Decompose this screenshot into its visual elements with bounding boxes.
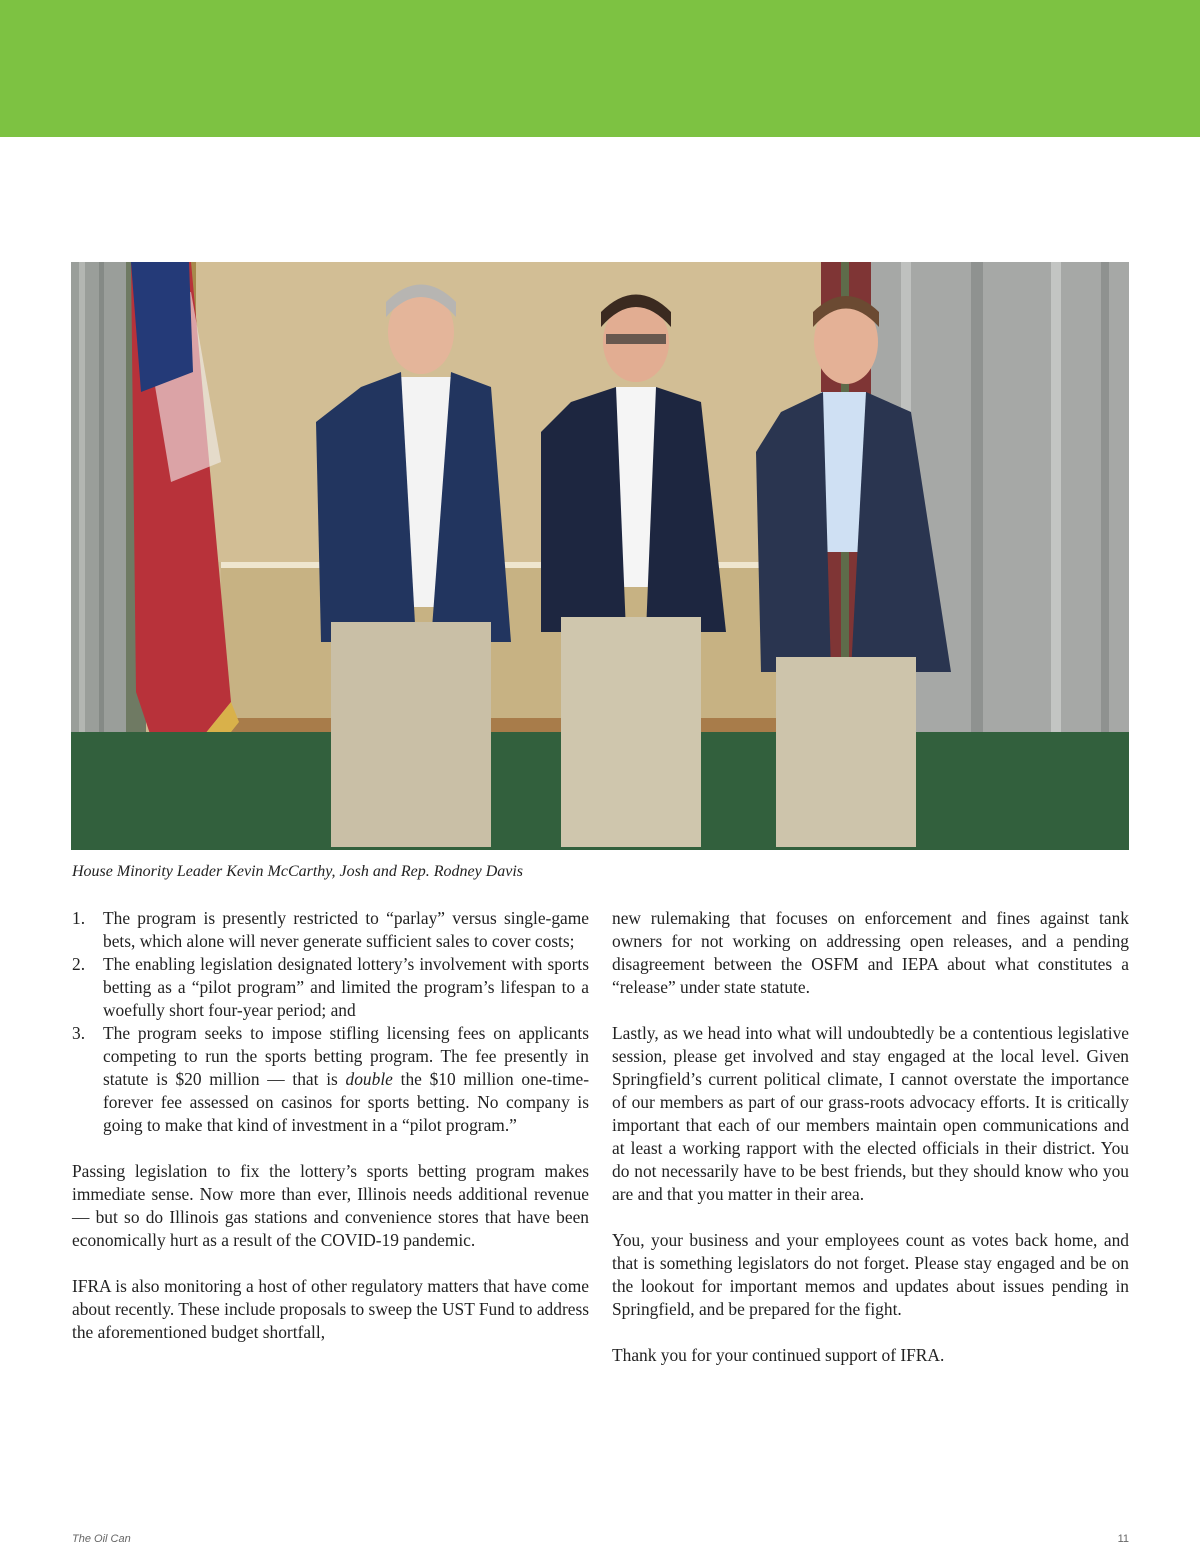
list-item: [72, 907, 589, 953]
issues-list: [72, 907, 589, 1137]
paragraph: new rulemaking that focuses on enforcement and fines against tank owners for not working on addressing open releases, and a pending disagreement between the OSFM and IEPA about what constitutes a “release” under state statute.: [612, 908, 1129, 997]
paragraph: IFRA is also monitoring a host of other regulatory matters that have come about recently. These include proposals to sweep the UST Fund to address the aforementioned budget shortfall,: [72, 1276, 589, 1342]
list-text: The enabling legislation designated lottery’s involvement with sports betting as a “pilot program” and limited the program’s lifespan to a woefully short four-year period; and: [103, 954, 589, 1020]
list-number: 2.: [72, 954, 86, 974]
paragraph: Lastly, as we head into what will undoubtedly be a contentious legislative session, please get involved and stay engaged at the local level. Given Springfield’s current political climate, I cannot overstate the importance of our members as part of our grass-roots advocacy efforts. It is critically important that each of our members maintain open communications and at least a working rapport with the elected officials in their district. You do not necessarily have to be best friends, but they should know who you are and that you matter in their area.: [612, 1023, 1129, 1204]
list-text: The program is presently restricted to “parlay” versus single-game bets, which alone will never generate sufficient sales to cover costs;: [103, 908, 589, 951]
right-column: [612, 907, 1129, 1390]
list-text-emphasis: double: [345, 1069, 393, 1089]
paragraph: You, your business and your employees count as votes back home, and that is something legislators do not forget. Please stay engaged and be on the lookout for important memos and updates about issues pending in Springfield, and be prepared for the fight.: [612, 1230, 1129, 1319]
list-text-before: The program seeks to impose stifling licensing fees on applicants competing to run the sports betting program. The fee presently in statute is $20 million — that is: [103, 1023, 589, 1089]
photo-caption: House Minority Leader Kevin McCarthy, Josh and Rep. Rodney Davis: [72, 863, 524, 880]
footer-publication: The Oil Can: [72, 1533, 131, 1545]
list-number: 1.: [72, 908, 86, 928]
left-column: [72, 907, 589, 1367]
group-photo: [71, 262, 1129, 850]
list-item: [72, 1022, 589, 1137]
header-band: [0, 0, 1200, 137]
list-number: 3.: [72, 1023, 86, 1043]
footer-page-number: 11: [1117, 1533, 1129, 1545]
paragraph: Thank you for your continued support of IFRA.: [612, 1345, 945, 1365]
list-text-after: the $10 million one-time-forever fee assessed on casinos for sports betting. No company is going to make that kind of investment in a “pilot program.”: [103, 1069, 589, 1135]
list-item: [72, 953, 589, 1022]
paragraph: Passing legislation to fix the lottery’s sports betting program makes immediate sense. Now more than ever, Illinois needs additional revenue — but so do Illinois gas stations and convenience stores that have been economically hurt as a result of the COVID-19 pandemic.: [72, 1161, 589, 1250]
